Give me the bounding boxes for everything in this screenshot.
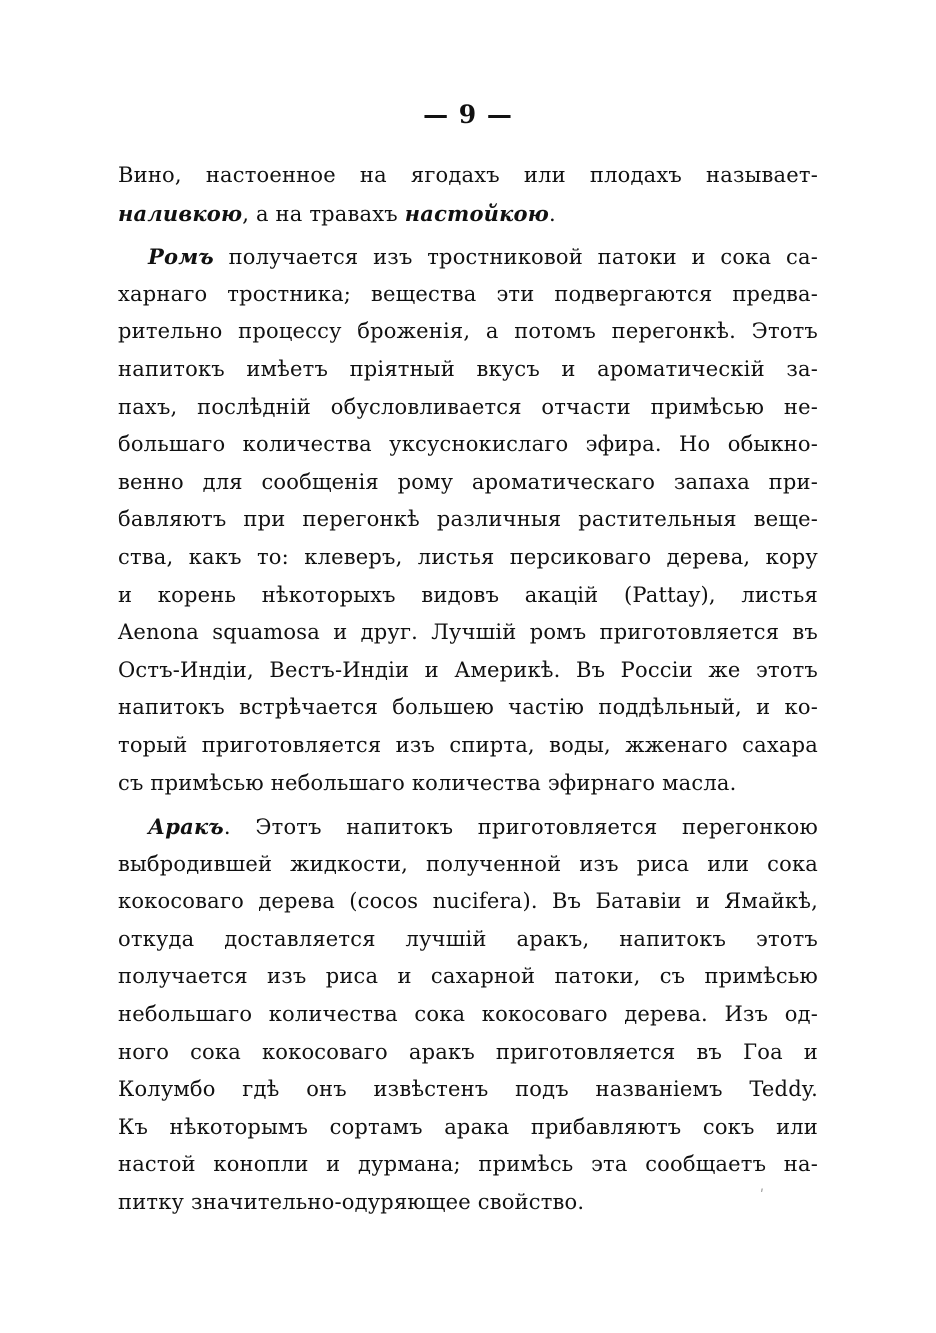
text-line — [118, 426, 818, 464]
text-line — [118, 276, 818, 314]
text-line — [118, 652, 818, 690]
text-line — [118, 464, 818, 502]
text-segment: напитокъ встрѣчается большею частію поддѣльный, и ко- — [118, 695, 818, 720]
text-segment: пахъ, послѣдній обусловливается отчасти примѣсью не- — [118, 394, 818, 419]
text-line — [118, 996, 818, 1034]
body-text — [118, 157, 818, 1222]
text-segment: небольшаго количества сока кокосоваго дерева. Изъ од- — [118, 1002, 818, 1027]
text-segment: рительно процессу броженія, а потомъ перегонкѣ. Этотъ — [118, 319, 818, 344]
text-segment: откуда доставляется лучшій аракъ, напитокъ этотъ — [118, 926, 818, 951]
text-line — [118, 389, 818, 427]
text-segment: съ примѣсью небольшаго количества эфирнаго масла. — [118, 770, 737, 795]
text-line — [118, 808, 818, 846]
scan-speck: ʹ — [760, 1188, 764, 1204]
text-segment: харнаго тростника; вещества эти подвергаются предва- — [118, 281, 818, 306]
text-line — [118, 846, 818, 884]
text-segment: . — [549, 201, 556, 226]
text-line — [118, 689, 818, 727]
text-segment: Колумбо гдѣ онъ извѣстенъ подъ названіемъ Teddy. — [118, 1077, 818, 1102]
text-segment: большаго количества уксуснокислаго эфира. Но обыкно- — [118, 432, 818, 457]
text-line — [118, 727, 818, 765]
text-segment: бавляютъ при перегонкѣ различныя растительныя веще- — [118, 507, 818, 532]
italic-term: Аракъ — [148, 814, 224, 840]
text-segment: ства, какъ то: клеверъ, листья персиковаго дерева, кору — [118, 544, 818, 569]
text-line — [118, 157, 818, 195]
text-line — [118, 1184, 818, 1222]
text-segment: и корень нѣкоторыхъ видовъ акацій (Pattay), листья — [118, 582, 818, 607]
text-segment: Aenona squamosa и друг. Лучшій ромъ приготовляется въ — [118, 620, 818, 645]
text-line — [118, 1146, 818, 1184]
text-line — [118, 351, 818, 389]
text-segment: ного сока кокосоваго аракъ приготовляется въ Гоа и — [118, 1039, 818, 1064]
text-segment: питку значительно-одуряющее свойство. — [118, 1190, 585, 1215]
text-line — [118, 313, 818, 351]
italic-term: Ромъ — [148, 244, 214, 270]
text-line — [118, 921, 818, 959]
text-segment: Вино, настоенное на ягодахъ или плодахъ называет- — [118, 163, 818, 187]
text-segment: получается изъ риса и сахарной патоки, съ примѣсью — [118, 964, 818, 989]
italic-term: наливкою — [118, 200, 243, 226]
text-segment: торый приготовляется изъ спирта, воды, жженаго сахара — [118, 732, 818, 757]
text-segment: кокосоваго дерева (cocos nucifera). Въ Батавіи и Ямайкѣ, — [118, 889, 818, 914]
page-number: — 9 — — [423, 100, 513, 129]
text-segment: настой конопли и дурмана; примѣсь эта сообщаетъ на- — [118, 1152, 818, 1177]
text-segment: Остъ-Индіи, Вестъ-Индіи и Америкѣ. Въ Россіи же этотъ — [118, 657, 818, 682]
text-line — [118, 614, 818, 652]
text-line — [118, 765, 818, 803]
text-segment: Къ нѣкоторымъ сортамъ арака прибавляютъ сокъ или — [118, 1114, 818, 1139]
text-segment: напитокъ имѣетъ пріятный вкусъ и ароматическій за- — [118, 356, 818, 381]
text-segment: . Этотъ напитокъ приготовляется перегонкою — [223, 815, 818, 840]
text-line — [118, 577, 818, 615]
text-line — [118, 1071, 818, 1109]
text-segment: выбродившей жидкости, полученной изъ риса или сока — [118, 851, 818, 876]
text-segment: венно для сообщенія рому ароматическаго запаха при- — [118, 469, 818, 494]
text-segment: , а на травахъ — [242, 201, 405, 226]
text-line — [118, 539, 818, 577]
text-line — [118, 501, 818, 539]
text-line — [118, 195, 818, 233]
text-segment: получается изъ тростниковой патоки и сока са- — [213, 245, 818, 270]
text-line — [118, 1034, 818, 1072]
italic-term: настойкою — [404, 200, 549, 226]
text-line — [118, 238, 818, 276]
text-line — [118, 958, 818, 996]
text-line — [118, 883, 818, 921]
text-line — [118, 1109, 818, 1147]
